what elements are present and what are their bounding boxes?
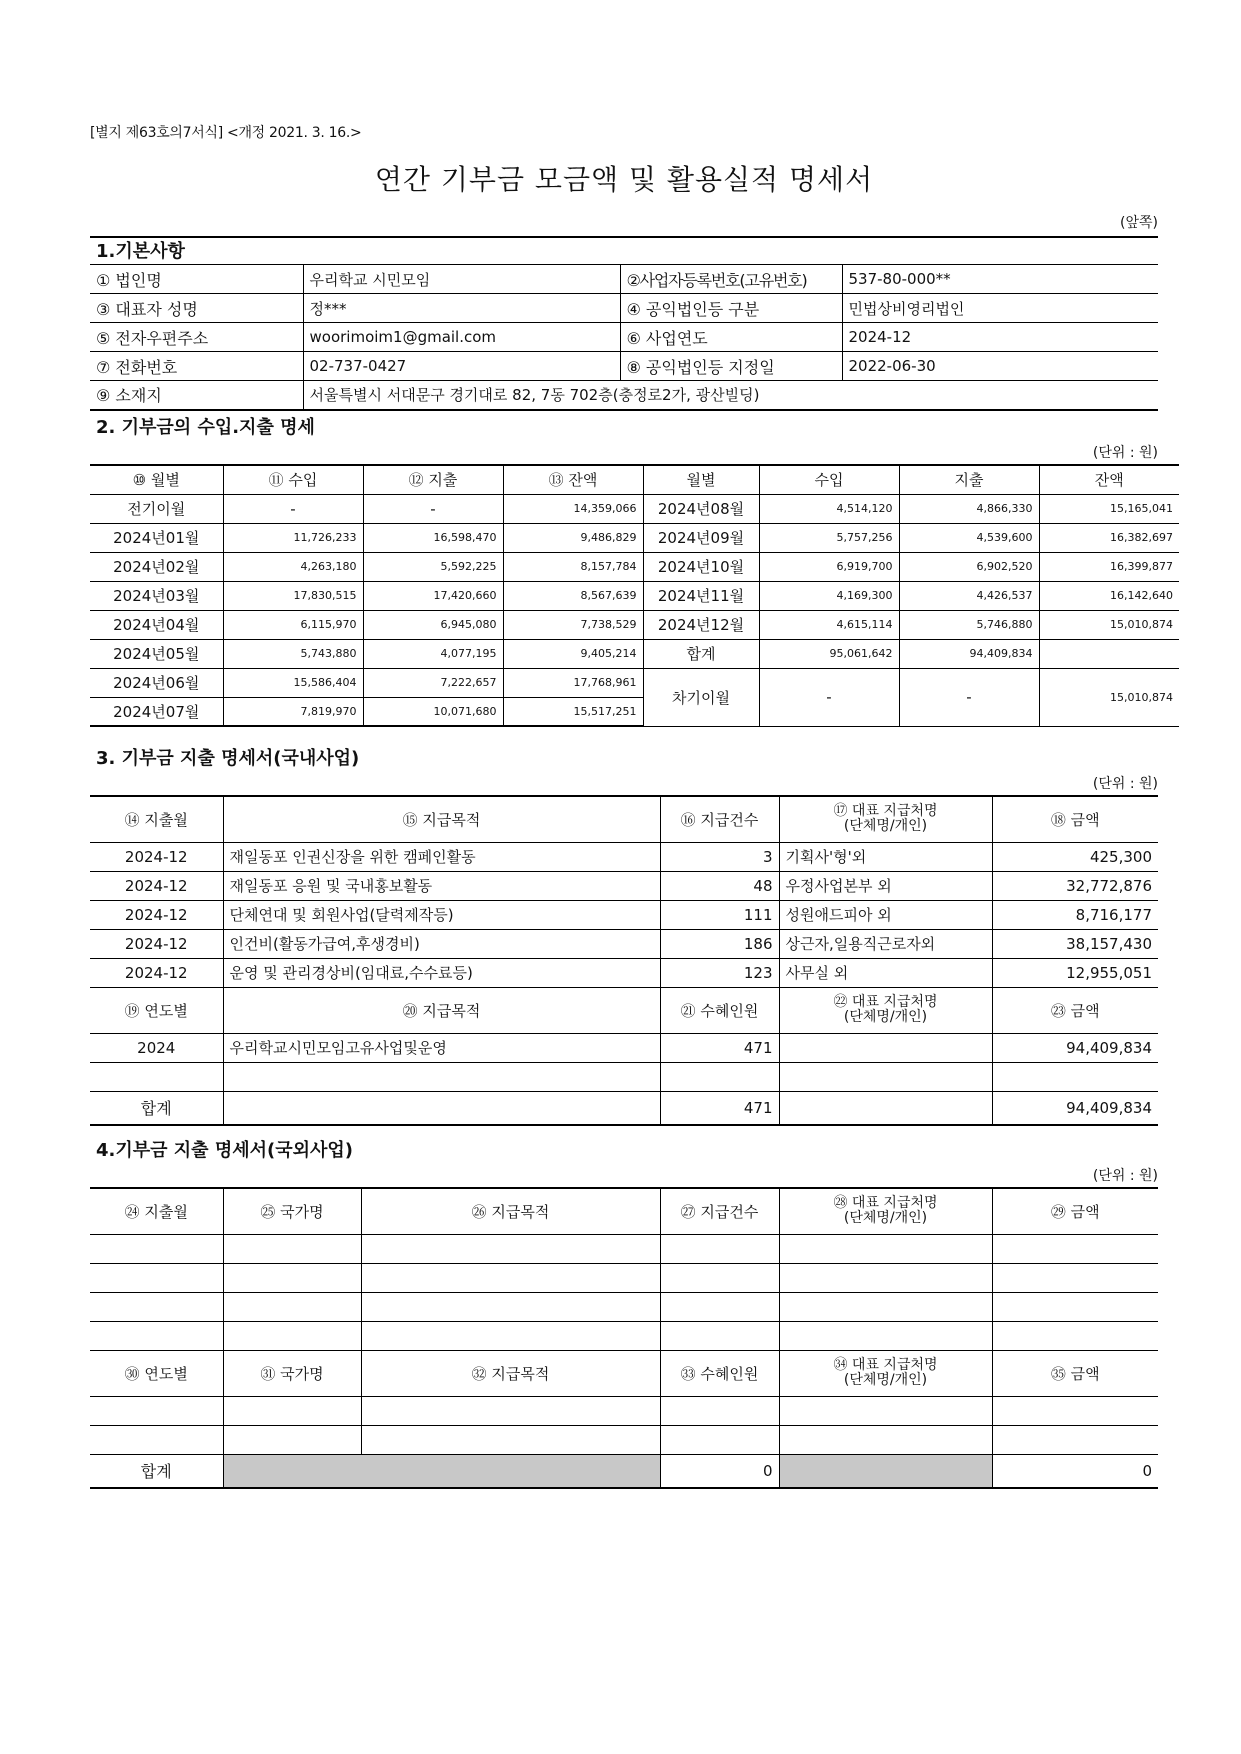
field-label: ⑧ 공익법인등 지정일: [620, 352, 842, 381]
header-line: (단체명/개인): [843, 1009, 928, 1025]
month-cell: 2024년01월: [90, 523, 223, 552]
income-cell: 11,726,233: [223, 523, 363, 552]
expense-cell: 4,866,330: [899, 494, 1039, 523]
balance-cell: [1039, 639, 1179, 668]
field-label: ⑥ 사업연도: [620, 323, 842, 352]
domestic-row: [90, 842, 1158, 871]
header-cell: ㉓ 금액: [992, 987, 1158, 1033]
header-cell: ⑫ 지출: [363, 465, 503, 494]
income-row: [90, 639, 1179, 668]
income-cell: 5,757,256: [759, 523, 899, 552]
basic-info-row: [90, 352, 1158, 381]
count-cell: 471: [660, 1033, 779, 1062]
count-cell: 48: [660, 871, 779, 900]
expense-cell: -: [363, 494, 503, 523]
field-label: ① 법인명: [90, 265, 303, 294]
domestic-header-row: [90, 796, 1158, 842]
income-cell: 4,615,114: [759, 610, 899, 639]
expense-cell: 5,746,880: [899, 610, 1039, 639]
expense-cell: 5,592,225: [363, 552, 503, 581]
amount-cell: 8,716,177: [992, 900, 1158, 929]
purpose-cell: 단체연대 및 회원사업(달력제작등): [223, 900, 660, 929]
count-cell: 123: [660, 958, 779, 987]
field-label: ⑦ 전화번호: [90, 352, 303, 381]
header-line: (단체명/개인): [843, 1210, 928, 1227]
balance-cell: 16,142,640: [1039, 581, 1179, 610]
overseas-section: [90, 1137, 1158, 1489]
balance-cell: 8,567,639: [503, 581, 643, 610]
basic-info-section: [90, 236, 1158, 411]
header-cell: ㉗ 지급건수: [660, 1188, 779, 1234]
income-row: [90, 668, 1179, 697]
expense-cell: 16,598,470: [363, 523, 503, 552]
header-cell: 수입: [759, 465, 899, 494]
payee-cell: 상근자,일용직근로자외: [779, 929, 992, 958]
domestic-total-row: [90, 1091, 1158, 1125]
shaded-cell: [223, 1454, 660, 1488]
balance-cell: 16,382,697: [1039, 523, 1179, 552]
month-cell: 2024-12: [90, 871, 223, 900]
overseas-total-row: [90, 1454, 1158, 1488]
header-cell: ⑭ 지출월: [90, 796, 223, 842]
income-cell: 4,169,300: [759, 581, 899, 610]
table-row: [90, 1234, 1158, 1263]
section-heading: 4.기부금 지출 명세서(국외사업): [96, 1140, 354, 1161]
field-value: 2024-12: [842, 323, 1158, 352]
month-cell: 2024년04월: [90, 610, 223, 639]
balance-cell: 17,768,961: [503, 668, 643, 697]
header-cell: ㉙ 금액: [992, 1188, 1158, 1234]
income-cell: -: [759, 668, 899, 726]
total-amount: 0: [992, 1454, 1158, 1488]
expense-cell: 94,409,834: [899, 639, 1039, 668]
header-cell: ㉝ 수혜인원: [660, 1350, 779, 1396]
section-heading: 3. 기부금 지출 명세서(국내사업): [96, 748, 360, 769]
balance-cell: 9,486,829: [503, 523, 643, 552]
header-cell: ⑮ 지급목적: [223, 796, 660, 842]
expense-cell: 17,420,660: [363, 581, 503, 610]
basic-info-row: [90, 294, 1158, 323]
domestic-section: [90, 745, 1158, 1126]
income-cell: 95,061,642: [759, 639, 899, 668]
expense-cell: 10,071,680: [363, 697, 503, 726]
expense-cell: 4,426,537: [899, 581, 1039, 610]
purpose-cell: 재일동포 응원 및 국내홍보활동: [223, 871, 660, 900]
header-cell: ㉜ 지급목적: [361, 1350, 660, 1396]
total-label: 합계: [90, 1091, 223, 1125]
field-label: ④ 공익법인등 구분: [620, 294, 842, 323]
month-cell: 2024-12: [90, 958, 223, 987]
month-cell: 2024-12: [90, 842, 223, 871]
month-cell: 2024년05월: [90, 639, 223, 668]
expense-cell: 7,222,657: [363, 668, 503, 697]
header-cell: ⑩ 월별: [90, 465, 223, 494]
overseas-header-row: [90, 1188, 1158, 1234]
header-cell: ⑯ 지급건수: [660, 796, 779, 842]
field-label: ⑤ 전자우편주소: [90, 323, 303, 352]
page-side-label: (앞쪽): [1120, 215, 1158, 231]
month-cell: 2024년11월: [643, 581, 759, 610]
month-cell: 차기이월: [643, 668, 759, 726]
table-row: [90, 1321, 1158, 1350]
unit-label: (단위 : 원): [1092, 776, 1158, 792]
month-cell: 2024년08월: [643, 494, 759, 523]
income-cell: 15,586,404: [223, 668, 363, 697]
field-value: 2022-06-30: [842, 352, 1158, 381]
basic-info-row: [90, 381, 1158, 410]
payee-cell: 기획사'형'외: [779, 842, 992, 871]
overseas-header-row-2: [90, 1350, 1158, 1396]
purpose-cell: 운영 및 관리경상비(임대료,수수료등): [223, 958, 660, 987]
domestic-row: [90, 900, 1158, 929]
field-value: 민법상비영리법인: [842, 294, 1158, 323]
income-cell: -: [223, 494, 363, 523]
header-cell: ㉕ 국가명: [223, 1188, 361, 1234]
income-header-row: [90, 465, 1179, 494]
payee-cell: 사무실 외: [779, 958, 992, 987]
year-cell: 2024: [90, 1033, 223, 1062]
balance-cell: 16,399,877: [1039, 552, 1179, 581]
amount-cell: 12,955,051: [992, 958, 1158, 987]
domestic-row: [90, 1033, 1158, 1062]
header-line: ⑰ 대표 지급처명: [833, 803, 938, 820]
section-heading: 1.기본사항: [90, 236, 1158, 264]
income-cell: 7,819,970: [223, 697, 363, 726]
domestic-row: [90, 929, 1158, 958]
header-line: ㉒ 대표 지급처명: [833, 994, 938, 1010]
header-cell: ㉑ 수혜인원: [660, 987, 779, 1033]
payee-cell: 성원애드피아 외: [779, 900, 992, 929]
header-line: (단체명/개인): [843, 818, 928, 835]
income-cell: 6,919,700: [759, 552, 899, 581]
basic-info-row: [90, 323, 1158, 352]
domestic-row: [90, 958, 1158, 987]
income-cell: 4,263,180: [223, 552, 363, 581]
total-count: 471: [660, 1091, 779, 1125]
table-row: [90, 1263, 1158, 1292]
income-cell: 17,830,515: [223, 581, 363, 610]
field-label: ③ 대표자 성명: [90, 294, 303, 323]
expense-cell: 6,945,080: [363, 610, 503, 639]
total-count: 0: [660, 1454, 779, 1488]
field-value: 537-80-000**: [842, 265, 1158, 294]
expense-cell: 4,077,195: [363, 639, 503, 668]
header-cell: ㉔ 지출월: [90, 1188, 223, 1234]
month-cell: 2024년03월: [90, 581, 223, 610]
header-cell: ㉚ 연도별: [90, 1350, 223, 1396]
document-title: 연간 기부금 모금액 및 활용실적 명세서: [374, 163, 874, 196]
income-expense-section: [90, 414, 1173, 727]
header-cell: ㉛ 국가명: [223, 1350, 361, 1396]
basic-info-row: [90, 265, 1158, 294]
balance-cell: 9,405,214: [503, 639, 643, 668]
payee-cell: [779, 1033, 992, 1062]
field-value: 02-737-0427: [303, 352, 620, 381]
income-row: [90, 610, 1179, 639]
count-cell: 111: [660, 900, 779, 929]
balance-cell: 15,010,874: [1039, 668, 1179, 726]
field-value: woorimoim1@gmail.com: [303, 323, 620, 352]
balance-cell: 8,157,784: [503, 552, 643, 581]
month-cell: 2024-12: [90, 900, 223, 929]
balance-cell: 7,738,529: [503, 610, 643, 639]
amount-cell: 425,300: [992, 842, 1158, 871]
field-value: 정***: [303, 294, 620, 323]
purpose-cell: 우리학교시민모임고유사업및운영: [223, 1033, 660, 1062]
domestic-table: [90, 795, 1158, 1126]
form-number: [별지 제63호의7서식] <개정 2021. 3. 16.>: [90, 125, 362, 141]
header-line: (단체명/개인): [843, 1372, 928, 1388]
balance-cell: 14,359,066: [503, 494, 643, 523]
month-cell: 2024-12: [90, 929, 223, 958]
header-cell: [779, 796, 992, 842]
header-cell: ⑲ 연도별: [90, 987, 223, 1033]
header-line: ㉞ 대표 지급처명: [833, 1357, 938, 1373]
header-cell: 월별: [643, 465, 759, 494]
table-row: [90, 1425, 1158, 1454]
income-cell: 4,514,120: [759, 494, 899, 523]
month-cell: 2024년06월: [90, 668, 223, 697]
field-value: 서울특별시 서대문구 경기대로 82, 7동 702층(충정로2가, 광산빌딩): [303, 381, 1158, 410]
header-cell: ⑪ 수입: [223, 465, 363, 494]
expense-cell: -: [899, 668, 1039, 726]
shaded-cell: [779, 1454, 992, 1488]
amount-cell: 38,157,430: [992, 929, 1158, 958]
section-heading: 2. 기부금의 수입.지출 명세: [96, 417, 315, 438]
month-cell: 2024년12월: [643, 610, 759, 639]
month-cell: 2024년07월: [90, 697, 223, 726]
count-cell: 3: [660, 842, 779, 871]
header-cell: 지출: [899, 465, 1039, 494]
month-cell: 2024년09월: [643, 523, 759, 552]
total-amount: 94,409,834: [992, 1091, 1158, 1125]
field-label: ⑨ 소재지: [90, 381, 303, 410]
total-label: 합계: [90, 1454, 223, 1488]
month-cell: 합계: [643, 639, 759, 668]
unit-label: (단위 : 원): [1092, 1168, 1158, 1184]
purpose-cell: 재일동포 인권신장을 위한 캠페인활동: [223, 842, 660, 871]
table-row: [90, 1396, 1158, 1425]
month-cell: 2024년02월: [90, 552, 223, 581]
expense-cell: 6,902,520: [899, 552, 1039, 581]
field-value: 우리학교 시민모임: [303, 265, 620, 294]
header-cell: ⑳ 지급목적: [223, 987, 660, 1033]
header-cell: 잔액: [1039, 465, 1179, 494]
header-cell: ⑬ 잔액: [503, 465, 643, 494]
balance-cell: 15,165,041: [1039, 494, 1179, 523]
income-row: [90, 494, 1179, 523]
unit-label: (단위 : 원): [1092, 445, 1158, 461]
month-cell: 2024년10월: [643, 552, 759, 581]
table-row: [90, 1292, 1158, 1321]
income-row: [90, 552, 1179, 581]
amount-cell: 94,409,834: [992, 1033, 1158, 1062]
header-cell: [779, 1188, 992, 1234]
domestic-row: [90, 871, 1158, 900]
header-cell: [779, 1350, 992, 1396]
amount-cell: 32,772,876: [992, 871, 1158, 900]
balance-cell: 15,010,874: [1039, 610, 1179, 639]
income-cell: 6,115,970: [223, 610, 363, 639]
income-expense-table: [90, 464, 1179, 727]
header-cell: ㉖ 지급목적: [361, 1188, 660, 1234]
overseas-table: [90, 1187, 1158, 1489]
expense-cell: 4,539,600: [899, 523, 1039, 552]
domestic-header-row-2: [90, 987, 1158, 1033]
income-cell: 5,743,880: [223, 639, 363, 668]
header-line: ㉘ 대표 지급처명: [833, 1195, 938, 1212]
payee-cell: 우정사업본부 외: [779, 871, 992, 900]
purpose-cell: 인건비(활동가급여,후생경비): [223, 929, 660, 958]
income-row: [90, 581, 1179, 610]
income-row: [90, 523, 1179, 552]
count-cell: 186: [660, 929, 779, 958]
balance-cell: 15,517,251: [503, 697, 643, 726]
basic-info-table: [90, 264, 1158, 411]
month-cell: 전기이월: [90, 494, 223, 523]
header-cell: ㉟ 금액: [992, 1350, 1158, 1396]
header-cell: [779, 987, 992, 1033]
header-cell: ⑱ 금액: [992, 796, 1158, 842]
field-label: ②사업자등록번호(고유번호): [620, 265, 842, 294]
table-row: [90, 1062, 1158, 1091]
